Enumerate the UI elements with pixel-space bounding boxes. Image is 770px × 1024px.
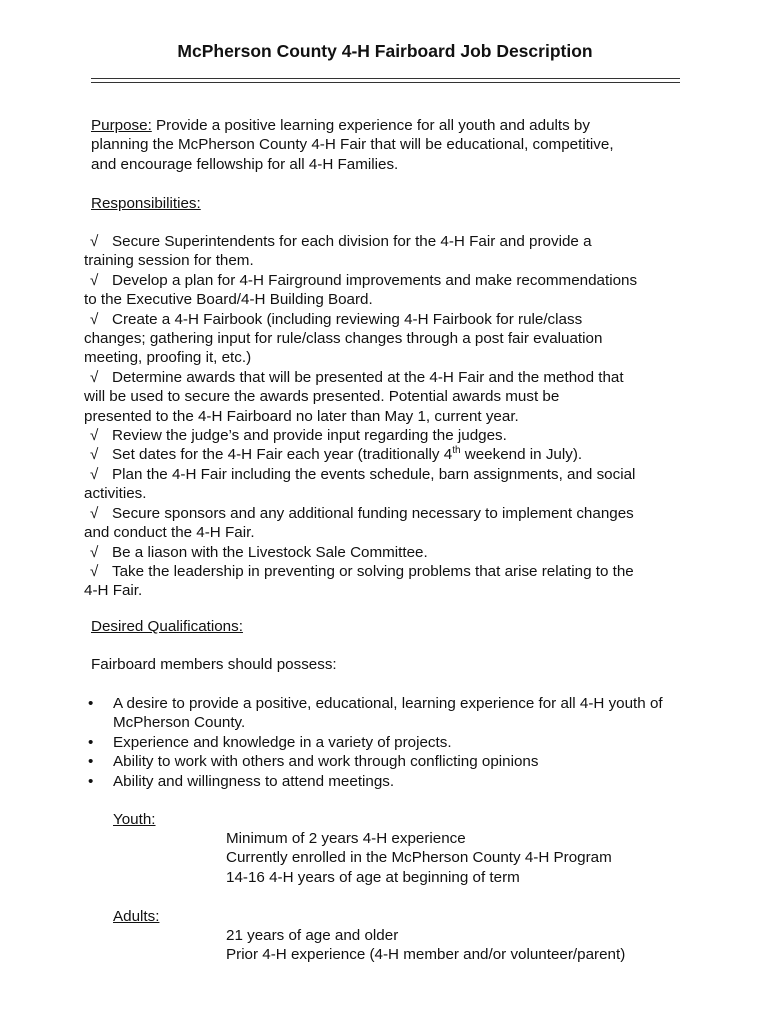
responsibility-line <box>84 562 684 581</box>
youth-requirement: Currently enrolled in the McPherson County 4-H Program <box>226 849 612 867</box>
adult-requirements <box>226 926 625 965</box>
purpose-line: planning the McPherson County 4-H Fair that will be educational, competitive, <box>91 136 614 154</box>
responsibility-text: Set dates for the 4-H Fair each year (traditionally 4 <box>112 446 453 464</box>
responsibility-line: and conduct the 4-H Fair. <box>84 524 255 542</box>
responsibility-text: Secure sponsors and any additional funding necessary to implement changes <box>112 504 634 522</box>
check-mark-icon: √ <box>90 368 99 386</box>
bullet-icon: • <box>88 733 94 751</box>
responsibility-line <box>84 310 684 329</box>
responsibility-line <box>84 232 684 251</box>
ordinal-suffix: th <box>452 445 461 457</box>
qualifications-heading: Desired Qualifications: <box>91 618 243 635</box>
responsibility-line: presented to the 4-H Fairboard no later than May 1, current year. <box>84 407 519 425</box>
responsibility-line <box>84 445 684 464</box>
responsibility-text: Take the leadership in preventing or solving problems that arise relating to the <box>112 562 634 580</box>
youth-requirements <box>226 829 612 887</box>
responsibility-text: weekend in July). <box>460 446 583 464</box>
responsibility-item <box>84 465 684 504</box>
list-item <box>88 752 688 771</box>
youth-requirement: Minimum of 2 years 4-H experience <box>226 830 466 847</box>
check-mark-icon: √ <box>90 562 99 580</box>
qualification-text: Ability to work with others and work through conflicting opinions <box>113 753 539 771</box>
qualifications-list <box>88 694 688 791</box>
responsibility-line: 4-H Fair. <box>84 582 143 600</box>
check-mark-icon: √ <box>90 310 99 328</box>
responsibility-text: Determine awards that will be presented at the 4-H Fair and the method that <box>112 368 624 386</box>
youth-heading: Youth: <box>113 811 156 828</box>
qualification-text: A desire to provide a positive, educational, learning experience for all 4-H youth of McPherson County. <box>113 695 663 732</box>
youth-requirement: 14-16 4-H years of age at beginning of term <box>226 868 520 886</box>
responsibility-line <box>84 368 684 387</box>
check-mark-icon: √ <box>90 271 99 289</box>
purpose-label: Purpose: <box>91 117 152 134</box>
responsibility-item <box>84 504 684 543</box>
bullet-icon: • <box>88 695 94 712</box>
responsibility-text: Be a liason with the Livestock Sale Committee. <box>112 543 428 561</box>
responsibility-line: changes; gathering input for rule/class changes through a post fair evaluation <box>84 330 603 348</box>
bullet-icon: • <box>88 753 94 771</box>
purpose-line: and encourage fellowship for all 4-H Families. <box>91 155 399 173</box>
responsibility-line <box>84 271 684 290</box>
responsibility-line: training session for them. <box>84 252 254 270</box>
adults-heading: Adults: <box>113 908 160 925</box>
responsibility-line: to the Executive Board/4-H Building Board. <box>84 291 373 309</box>
responsibility-line <box>84 465 684 484</box>
responsibility-item <box>84 426 684 445</box>
check-mark-icon: √ <box>90 465 99 483</box>
responsibility-text: Develop a plan for 4-H Fairground improvements and make recommendations <box>112 271 638 289</box>
list-item <box>88 733 688 752</box>
title-rule-top <box>91 78 680 79</box>
responsibility-text: Review the judge’s and provide input regarding the judges. <box>112 427 507 445</box>
responsibility-line: activities. <box>84 485 147 503</box>
responsibility-item <box>84 543 684 562</box>
responsibility-text: Create a 4-H Fairbook (including reviewing 4-H Fairbook for rule/class <box>112 310 583 328</box>
responsibility-item <box>84 562 684 601</box>
responsibility-item <box>84 310 684 368</box>
responsibility-line: meeting, proofing it, etc.) <box>84 349 252 367</box>
responsibility-text: Secure Superintendents for each division for the 4-H Fair and provide a <box>112 233 592 250</box>
check-mark-icon: √ <box>90 233 99 250</box>
responsibility-text: Plan the 4-H Fair including the events schedule, barn assignments, and social <box>112 465 636 483</box>
bullet-icon: • <box>88 772 94 790</box>
responsibility-item <box>84 445 684 464</box>
responsibility-item <box>84 232 684 271</box>
purpose-line <box>91 116 691 135</box>
page-title: McPherson County 4-H Fairboard Job Description <box>177 41 593 61</box>
check-mark-icon: √ <box>90 446 99 464</box>
list-item <box>88 694 688 733</box>
responsibilities-heading: Responsibilities: <box>91 195 201 212</box>
responsibility-item <box>84 368 684 426</box>
responsibility-line <box>84 543 684 562</box>
check-mark-icon: √ <box>90 427 99 445</box>
title-rule-bottom <box>91 82 680 83</box>
list-item <box>88 772 688 791</box>
responsibilities-list <box>84 232 684 601</box>
check-mark-icon: √ <box>90 504 99 522</box>
qualification-text: Experience and knowledge in a variety of projects. <box>113 733 452 751</box>
responsibility-line <box>84 426 684 445</box>
purpose-paragraph <box>91 116 691 174</box>
qualification-text: Ability and willingness to attend meetings. <box>113 772 395 790</box>
adult-requirement: 21 years of age and older <box>226 927 399 944</box>
qualifications-intro: Fairboard members should possess: <box>91 656 337 673</box>
responsibility-line <box>84 504 684 523</box>
purpose-text: Provide a positive learning experience for all youth and adults by <box>151 117 590 134</box>
check-mark-icon: √ <box>90 543 99 561</box>
responsibility-item <box>84 271 684 310</box>
adult-requirement: Prior 4-H experience (4-H member and/or volunteer/parent) <box>226 946 626 964</box>
responsibility-line: will be used to secure the awards presented. Potential awards must be <box>84 388 560 406</box>
